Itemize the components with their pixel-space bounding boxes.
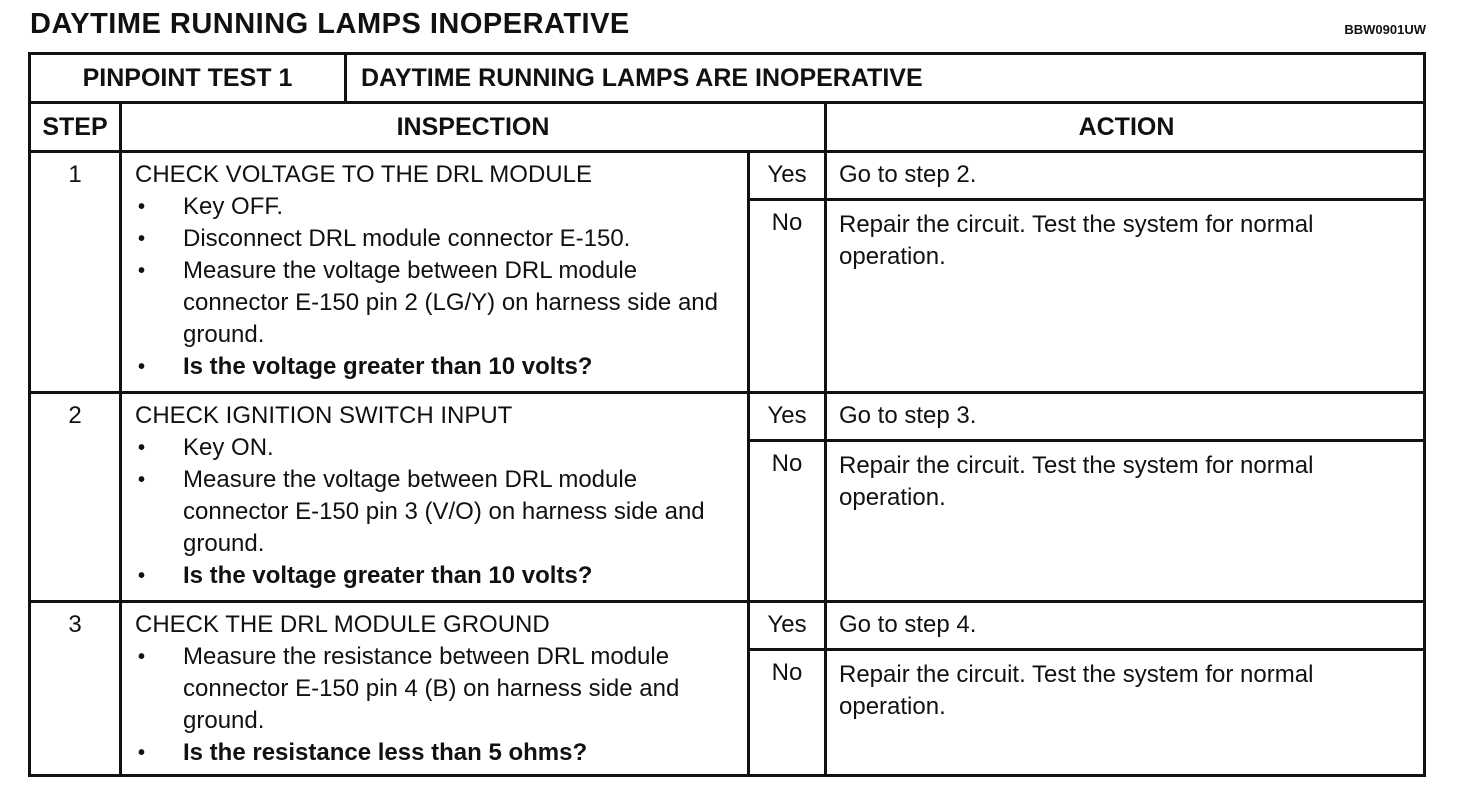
divider	[824, 101, 827, 774]
no-action: Repair the circuit. Test the system for normal operation.	[839, 452, 1314, 511]
step-number: 3	[68, 611, 82, 638]
bullet-icon: •	[138, 196, 146, 218]
yes-action: Go to step 2.	[839, 161, 977, 188]
check-title: CHECK VOLTAGE TO THE DRL MODULE	[135, 161, 592, 188]
bullet-icon: •	[138, 437, 146, 459]
divider	[344, 55, 347, 101]
yes-action: Go to step 4.	[839, 611, 977, 638]
step-number: 1	[68, 161, 82, 188]
document-code: BBW0901UW	[1344, 22, 1426, 37]
no-label: No	[771, 209, 803, 236]
no-action: Repair the circuit. Test the system for normal operation.	[839, 661, 1314, 720]
bullet-item: • Measure the voltage between DRL module connector E-150 pin 3 (V/O) on harness side and ground.	[138, 466, 705, 557]
bullet-question: • Is the voltage greater than 10 volts?	[135, 560, 747, 592]
bullet-question: • Is the resistance less than 5 ohms?	[135, 737, 747, 769]
pinpoint-test-table	[28, 52, 1426, 777]
yes-action: Go to step 3.	[839, 402, 977, 429]
divider	[747, 198, 1423, 201]
column-header-action: ACTION	[1078, 112, 1175, 141]
divider	[31, 391, 1423, 394]
yes-label: Yes	[767, 611, 807, 638]
bullet-item: • Disconnect DRL module connector E-150.	[135, 223, 747, 255]
step-inspection	[135, 400, 747, 592]
check-title: CHECK IGNITION SWITCH INPUT	[135, 402, 513, 429]
bullet-icon: •	[138, 356, 146, 378]
bullet-item: • Key ON.	[135, 432, 747, 464]
bullet-item: • Measure the voltage between DRL module connector E-150 pin 2 (LG/Y) on harness side and ground.	[138, 257, 718, 348]
bullet-icon: •	[138, 742, 146, 764]
bullet-question: • Is the voltage greater than 10 volts?	[135, 351, 747, 383]
bullet-icon: •	[138, 565, 146, 587]
divider	[747, 150, 750, 774]
divider	[31, 150, 1423, 153]
column-header-step: STEP	[42, 112, 108, 141]
step-number: 2	[68, 402, 82, 429]
no-label: No	[771, 450, 803, 477]
pinpoint-test-label: PINPOINT TEST 1	[82, 63, 293, 92]
column-header-inspection: INSPECTION	[396, 112, 550, 141]
bullet-icon: •	[138, 646, 146, 668]
yes-label: Yes	[767, 161, 807, 188]
no-action: Repair the circuit. Test the system for normal operation.	[839, 211, 1314, 270]
divider	[119, 101, 122, 774]
divider	[747, 439, 1423, 442]
bullet-item: • Key OFF.	[135, 191, 747, 223]
check-title: CHECK THE DRL MODULE GROUND	[135, 611, 550, 638]
page-title: DAYTIME RUNNING LAMPS INOPERATIVE	[30, 8, 630, 40]
bullet-item: • Measure the resistance between DRL module connector E-150 pin 4 (B) on harness side and ground.	[138, 643, 680, 734]
yes-label: Yes	[767, 402, 807, 429]
step-inspection	[135, 159, 747, 383]
divider	[747, 648, 1423, 651]
bullet-icon: •	[138, 260, 146, 282]
bullet-icon: •	[138, 469, 146, 491]
divider	[31, 600, 1423, 603]
bullet-icon: •	[138, 228, 146, 250]
divider	[31, 101, 1423, 104]
no-label: No	[771, 659, 803, 686]
step-inspection	[135, 609, 747, 769]
pinpoint-test-description: DAYTIME RUNNING LAMPS ARE INOPERATIVE	[361, 63, 923, 92]
